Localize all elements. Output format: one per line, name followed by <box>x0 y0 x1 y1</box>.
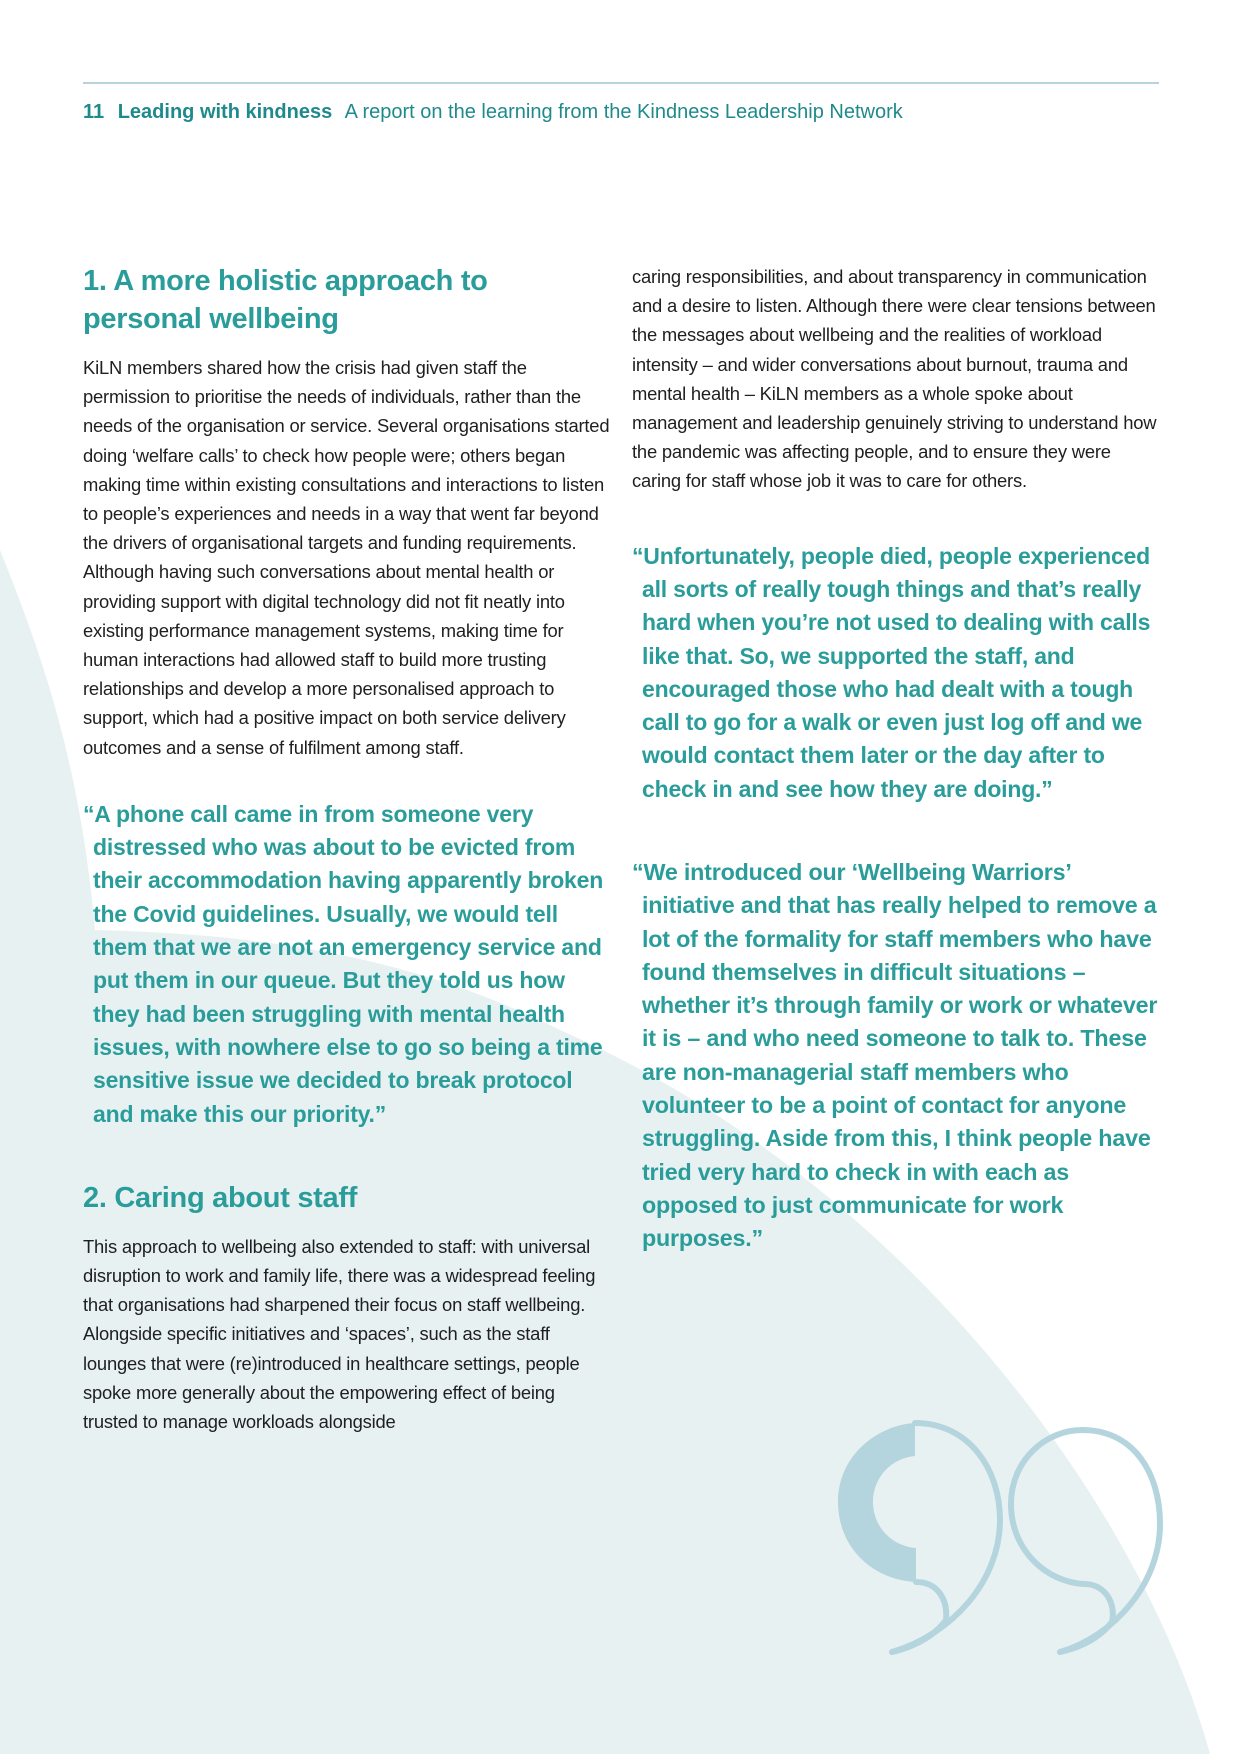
section-2-quote-1: “Unfortunately, people died, people experienced all sorts of really tough things and that’s really hard when you’re not used to dealing with calls like that. So, we supported the staff, and encouraged those who had dealt with a tough call to go for a walk or even just log off and we would contact them later or the day after to check in and see how they are doing.” <box>632 542 1151 802</box>
section-2-quote-2: “We introduced our ‘Wellbeing Warriors’ initiative and that has really helped to remove a lot of the formality for staff members who have found themselves in difficult situations – whether it’s through family or work or whatever it is – and who need someone to talk to. These are non-managerial staff members who volunteer to be a point of contact for anyone struggling. Aside from this, I think people have tried very hard to check in with each as opposed to just communicate for work purposes.” <box>632 859 1158 1252</box>
page-number: 11 <box>83 101 105 123</box>
section-2-body-continued: caring responsibilities, and about transparency in communication and a desire to listen. Although there were clear tensions between the messages about wellbeing and the realities of workload intensity – and wider conversations about burnout, trauma and mental health – KiLN members as a whole spoke about management and leadership genuinely striving to understand how the pandemic was affecting people, and to ensure they were caring for staff whose job it was to care for others. <box>632 266 1157 492</box>
page-header <box>83 101 903 124</box>
report-subtitle: A report on the learning from the Kindness Leadership Network <box>344 101 903 123</box>
quotation-mark-icon <box>828 1420 1168 1660</box>
section-2-heading: 2. Caring about staff <box>83 1181 358 1214</box>
section-1-heading: 1. A more holistic approach to personal wellbeing <box>83 265 488 335</box>
section-1-body: KiLN members shared how the crisis had given staff the permission to prioritise the needs of individuals, rather than the needs of the organisation or service. Several organisations started doing ‘welfare calls’ to check how people were; others began making time within existing consultations and interactions to listen to people’s experiences and needs in a way that went far beyond the drivers of organisational targets and funding requirements. Although having such conversations about mental health or providing support with digital technology did not fit neatly into existing performance management systems, making time for human interactions had allowed staff to build more trusting relationships and develop a more personalised approach to support, which had a positive impact on both service delivery outcomes and a sense of fulfilment among staff. <box>83 357 610 758</box>
report-title: Leading with kindness <box>117 101 333 123</box>
left-column <box>83 262 613 1436</box>
right-column <box>632 262 1164 1256</box>
section-2-body: This approach to wellbeing also extended to staff: with universal disruption to work and family life, there was a widespread feeling that organisations had sharpened their focus on staff wellbeing. Alongside specific initiatives and ‘spaces’, such as the staff lounges that were (re)introduced in healthcare settings, people spoke more generally about the empowering effect of being trusted to manage workloads alongside <box>83 1235 596 1433</box>
section-1-quote: “A phone call came in from someone very distressed who was about to be evicted from their accommodation having apparently broken the Covid guidelines. Usually, we would tell them that we are not an emergency service and put them in our queue. But they told us how they had been struggling with mental health issues, with nowhere else to go so being a time sensitive issue we decided to break protocol and make this our priority.” <box>83 800 604 1127</box>
header-divider <box>83 82 1159 84</box>
